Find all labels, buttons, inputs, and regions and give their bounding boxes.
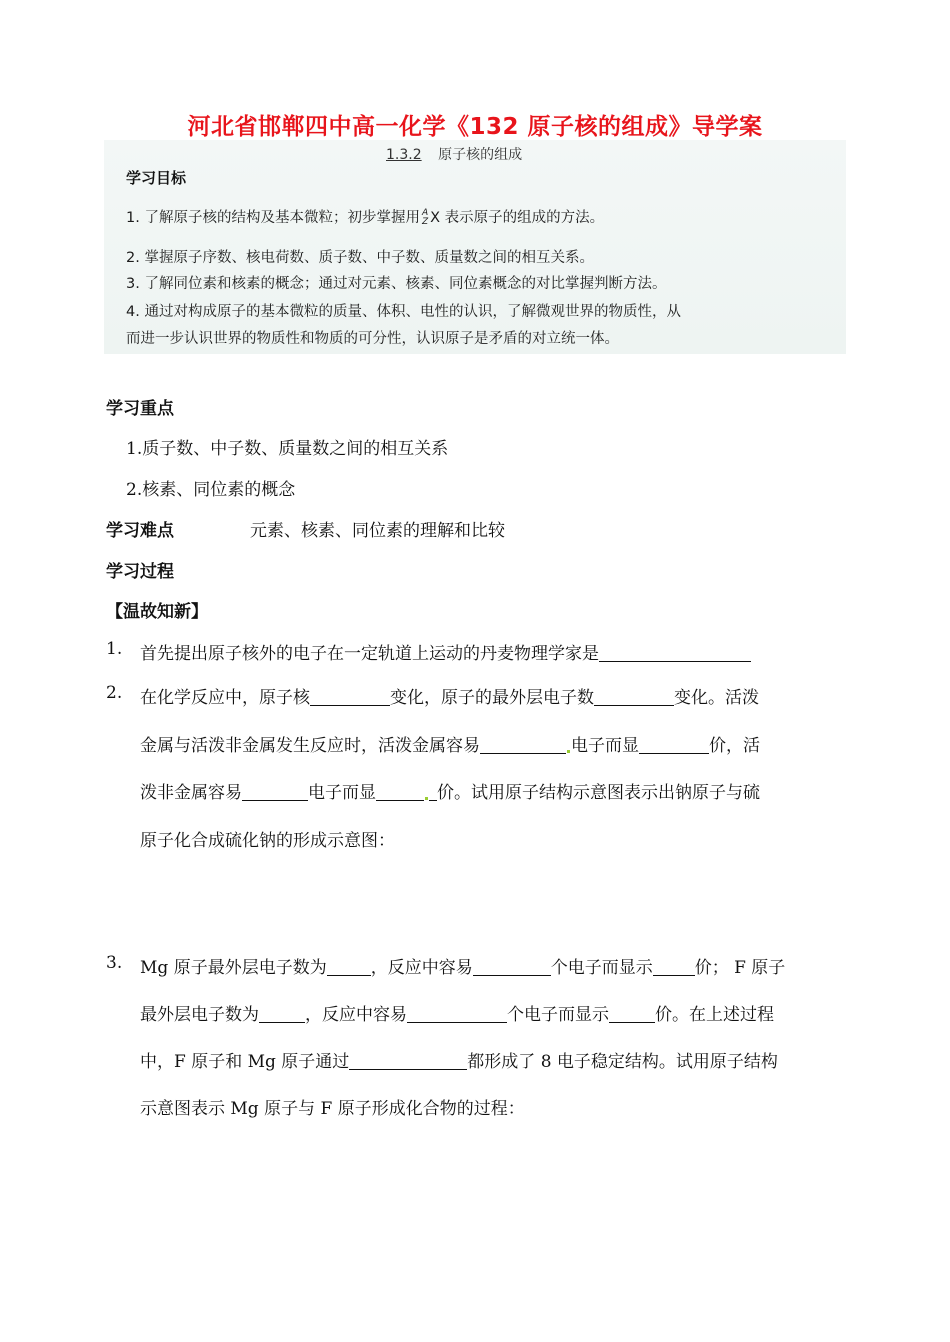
- text-segment: 价。在上述过程: [655, 1005, 774, 1025]
- review-heading: 【温故知新】: [106, 602, 208, 622]
- question-3-number: 3.: [106, 953, 123, 973]
- text-segment: 个电子而显示: [507, 1005, 609, 1025]
- text-segment: 中，F 原子和 Mg 原子通过: [140, 1052, 350, 1072]
- text-segment: 泼非金属容易: [140, 783, 242, 803]
- objective-2: 2. 掌握原子序数、核电荷数、质子数、中子数、质量数之间的相互关系。: [126, 250, 594, 266]
- question-2-line-3: [140, 778, 760, 803]
- text-segment: 电子而显: [308, 783, 376, 803]
- answer-blank[interactable]: [594, 687, 674, 706]
- question-2-line-4: 原子化合成硫化钠的形成示意图：: [140, 831, 395, 851]
- objective-4-line2: 而进一步认识世界的物质性和物质的可分性，认识原子是矛盾的对立统一体。: [126, 331, 619, 347]
- text-segment: 价。试用原子结构示意图表示出钠原子与硫: [437, 783, 760, 803]
- answer-blank[interactable]: [653, 957, 695, 976]
- objective-1-text: 1. 了解原子核的结构及基本微粒；初步掌握用: [126, 210, 420, 226]
- question-2-number: 2.: [106, 683, 123, 703]
- answer-blank[interactable]: [639, 735, 709, 754]
- question-1-text: 首先提出原子核外的电子在一定轨道上运动的丹麦物理学家是: [140, 644, 599, 664]
- text-segment: 个电子而显示: [550, 958, 653, 978]
- answer-blank[interactable]: [259, 1004, 305, 1023]
- question-1-number: 1.: [106, 639, 123, 659]
- text-segment: 金属与活泼非金属发生反应时，活泼金属容易: [140, 736, 480, 756]
- question-3-line-1: [140, 953, 785, 978]
- text-segment: 最外层电子数为: [140, 1005, 259, 1025]
- question-3-line-3: [140, 1047, 778, 1072]
- answer-blank[interactable]: [407, 1004, 507, 1023]
- objective-4-line1: 4. 通过对构成原子的基本微粒的质量、体积、电性的认识，了解微观世界的物质性，从: [126, 304, 681, 320]
- text-segment: 价，活: [709, 736, 760, 756]
- difficulty-heading: 学习难点: [106, 521, 174, 541]
- atomic-number-symbol: Z: [421, 217, 429, 227]
- section-subtitle: [386, 144, 522, 164]
- mass-number-symbol: A: [421, 208, 429, 218]
- answer-blank[interactable]: [376, 782, 424, 801]
- answer-blank[interactable]: [327, 957, 371, 976]
- answer-blank[interactable]: [310, 687, 390, 706]
- text-segment: 电子而显: [571, 736, 639, 756]
- text-segment: 价； F 原子: [694, 958, 786, 978]
- question-2-line-1: [140, 683, 759, 708]
- answer-blank[interactable]: [242, 782, 308, 801]
- learning-objectives-image: [104, 140, 846, 354]
- text-segment: 都形成了 8 电子稳定结构。试用原子结构: [467, 1052, 778, 1072]
- text-segment: ，反应中容易: [370, 958, 473, 978]
- answer-blank[interactable]: [609, 1004, 655, 1023]
- answer-blank[interactable]: [473, 957, 551, 976]
- answer-blank[interactable]: [349, 1051, 467, 1070]
- answer-blank[interactable]: [480, 735, 566, 754]
- page-title: 河北省邯郸四中高一化学《132 原子核的组成》导学案: [187, 114, 763, 140]
- text-segment: Mg 原子最外层电子数为: [140, 958, 327, 978]
- key-point-2: 2.核素、同位素的概念: [126, 480, 296, 500]
- question-2-line-2: [140, 731, 760, 756]
- objectives-heading: 学习目标: [126, 169, 187, 187]
- answer-blank[interactable]: [429, 782, 437, 801]
- answer-blank[interactable]: [599, 643, 751, 662]
- text-segment: 变化，原子的最外层电子数: [390, 688, 594, 708]
- text-segment: 变化。活泼: [674, 688, 759, 708]
- objective-1: [126, 206, 604, 227]
- difficulty-text: 元素、核素、同位素的理解和比较: [250, 521, 505, 541]
- text-segment: 在化学反应中，原子核: [140, 688, 310, 708]
- isotope-notation: [422, 209, 428, 227]
- section-number: 1.3.2: [386, 147, 422, 163]
- text-segment: ，反应中容易: [305, 1005, 407, 1025]
- section-title: 原子核的组成: [438, 147, 523, 163]
- decorative-dot: [425, 797, 428, 800]
- key-points-heading: 学习重点: [106, 399, 174, 419]
- question-3-line-2: [140, 1000, 774, 1025]
- question-3-line-4: 示意图表示 Mg 原子与 F 原子形成化合物的过程：: [140, 1099, 525, 1119]
- process-heading: 学习过程: [106, 562, 174, 582]
- key-point-1: 1.质子数、中子数、质量数之间的相互关系: [126, 439, 449, 459]
- objective-3: 3. 了解同位素和核素的概念；通过对元素、核素、同位素概念的对比掌握判断方法。: [126, 276, 667, 292]
- question-1: [140, 639, 751, 664]
- decorative-dot: [567, 750, 570, 753]
- objective-1-text-end: X 表示原子的组成的方法。: [430, 210, 605, 226]
